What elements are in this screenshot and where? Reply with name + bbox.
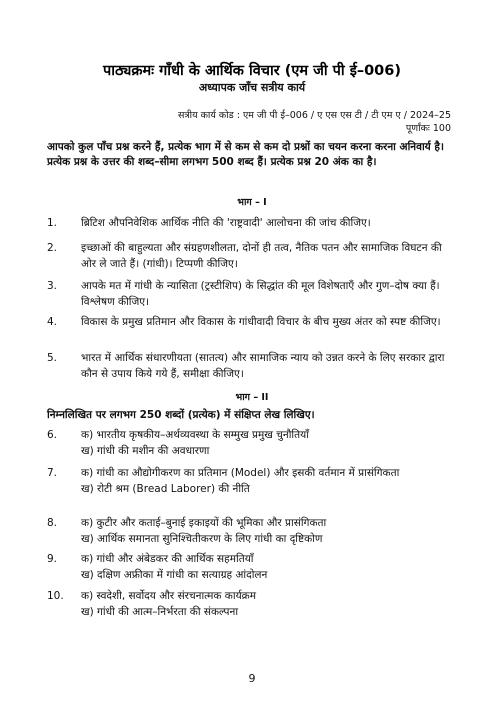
question-number: 4.: [47, 316, 58, 328]
sub-question-b: ख) रोटी श्रम (Bread Laborer) की नीति: [81, 482, 250, 495]
assignment-code: सत्रीय कार्य कोड : एम जी पी ई–006 / ए एस एस टी / टी एम ए / 2024–25: [177, 110, 451, 121]
question-text: विकास के प्रमुख प्रतिमान और विकास के गांधीवादी विचार के बीच मुख्य अंतर को स्पष्ट कीजिए।: [81, 316, 441, 328]
sub-question-a: क) गांधी का औद्योगीकरण का प्रतिमान (Model) और इसकी वर्तमान में प्रासंगिकता: [81, 467, 400, 479]
part1-heading: भाग – I: [237, 197, 267, 208]
question-4: [47, 315, 460, 331]
question-8: [47, 516, 460, 547]
question-2: [47, 241, 460, 272]
question-9: [47, 552, 460, 583]
question-7: [47, 466, 460, 497]
sub-question-b: ख) गांधी की मशीन की अवधारणा: [81, 444, 210, 457]
part2-instructions: निम्नलिखित पर लगभग 250 शब्दों (प्रत्येक) में संक्षिप्त लेख लिखिए।: [47, 409, 315, 421]
instructions: आपको कुल पाँच प्रश्न करने हैं, प्रत्येक भाग में से कम से कम दो प्रश्नों का चयन करना करना अनिवार्य है। प्रत्येक प्रश्न के उत्तर की शब्द–सीमा लगभग 500 शब्द हैं। प्रत्येक प्रश्न 20 अंक का है।: [47, 141, 444, 168]
question-text: आपके मत में गांधी के न्यासिता (ट्रस्टीशिप) के सिद्धांत की मूल विशेषताएँ और गुण–दोष क्या हैं। विश्लेषण कीजिए।: [81, 280, 440, 308]
question-6: [47, 428, 460, 459]
sub-question-a: क) गांधी और अंबेडकर की आर्थिक सहमतियाँ: [81, 553, 254, 565]
question-text: ब्रिटिश औपनिवेशिक आर्थिक नीति की 'राष्ट्रवादी' आलोचना की जांच कीजिए।: [81, 217, 371, 229]
question-1: [47, 216, 460, 232]
sub-question-b: ख) आर्थिक समानता सुनिश्चितीकरण के लिए गांधी का दृष्टिकोण: [81, 532, 323, 545]
sub-question-b: ख) गांधी की आत्म–निर्भरता की संकल्पना: [81, 605, 239, 618]
part2-heading: भाग – II: [235, 392, 269, 403]
question-text: भारत में आर्थिक संधारणीयता (सातत्य) और सामाजिक न्याय को उन्नत करने के लिए सरकार द्वारा कौन से उपाय किये गये हैं, समीक्षा कीजिए।: [81, 352, 445, 380]
question-3: [47, 279, 460, 310]
question-10: [47, 589, 460, 620]
sub-question-a: क) कुटीर और कताई–बुनाई इकाइयों की भूमिका और प्रासंगिकता: [81, 517, 327, 529]
question-5: [47, 351, 460, 382]
sub-question-a: क) स्वदेशी, सर्वोदय और संरचनात्मक कार्यक्रम: [81, 590, 257, 602]
question-number: 6.: [47, 429, 58, 441]
question-text: इच्छाओं की बाहुल्यता और संग्रहणशीलता, दोनों ही तत्व, नैतिक पतन और सामाजिक विघटन की ओर ले जाते हैं। (गांधी)। टिप्पणी कीजिए।: [81, 242, 442, 270]
question-number: 2.: [47, 242, 58, 254]
sub-question-b: ख) दक्षिण अफ्रीका में गांधी का सत्याग्रह आंदोलन: [81, 568, 268, 581]
question-number: 8.: [47, 517, 58, 529]
sub-question-a: क) भारतीय कृषकीय–अर्थव्यवस्था के सम्मुख प्रमुख चुनौतियाँ: [81, 429, 309, 441]
question-number: 1.: [47, 217, 58, 229]
page-subtitle: अध्यापक जाँच सत्रीय कार्य: [198, 81, 306, 94]
question-number: 3.: [47, 280, 58, 292]
page-number: 9: [248, 672, 256, 685]
question-number: 7.: [47, 467, 58, 479]
page-title: पाठ्यक्रमः गाँधी के आर्थिक विचार (एम जी पी ई–006): [103, 63, 401, 79]
question-number: 9.: [47, 553, 58, 565]
question-number: 5.: [47, 352, 58, 364]
question-number: 10.: [47, 590, 64, 602]
total-marks: पूर्णांकः 100: [405, 123, 451, 134]
